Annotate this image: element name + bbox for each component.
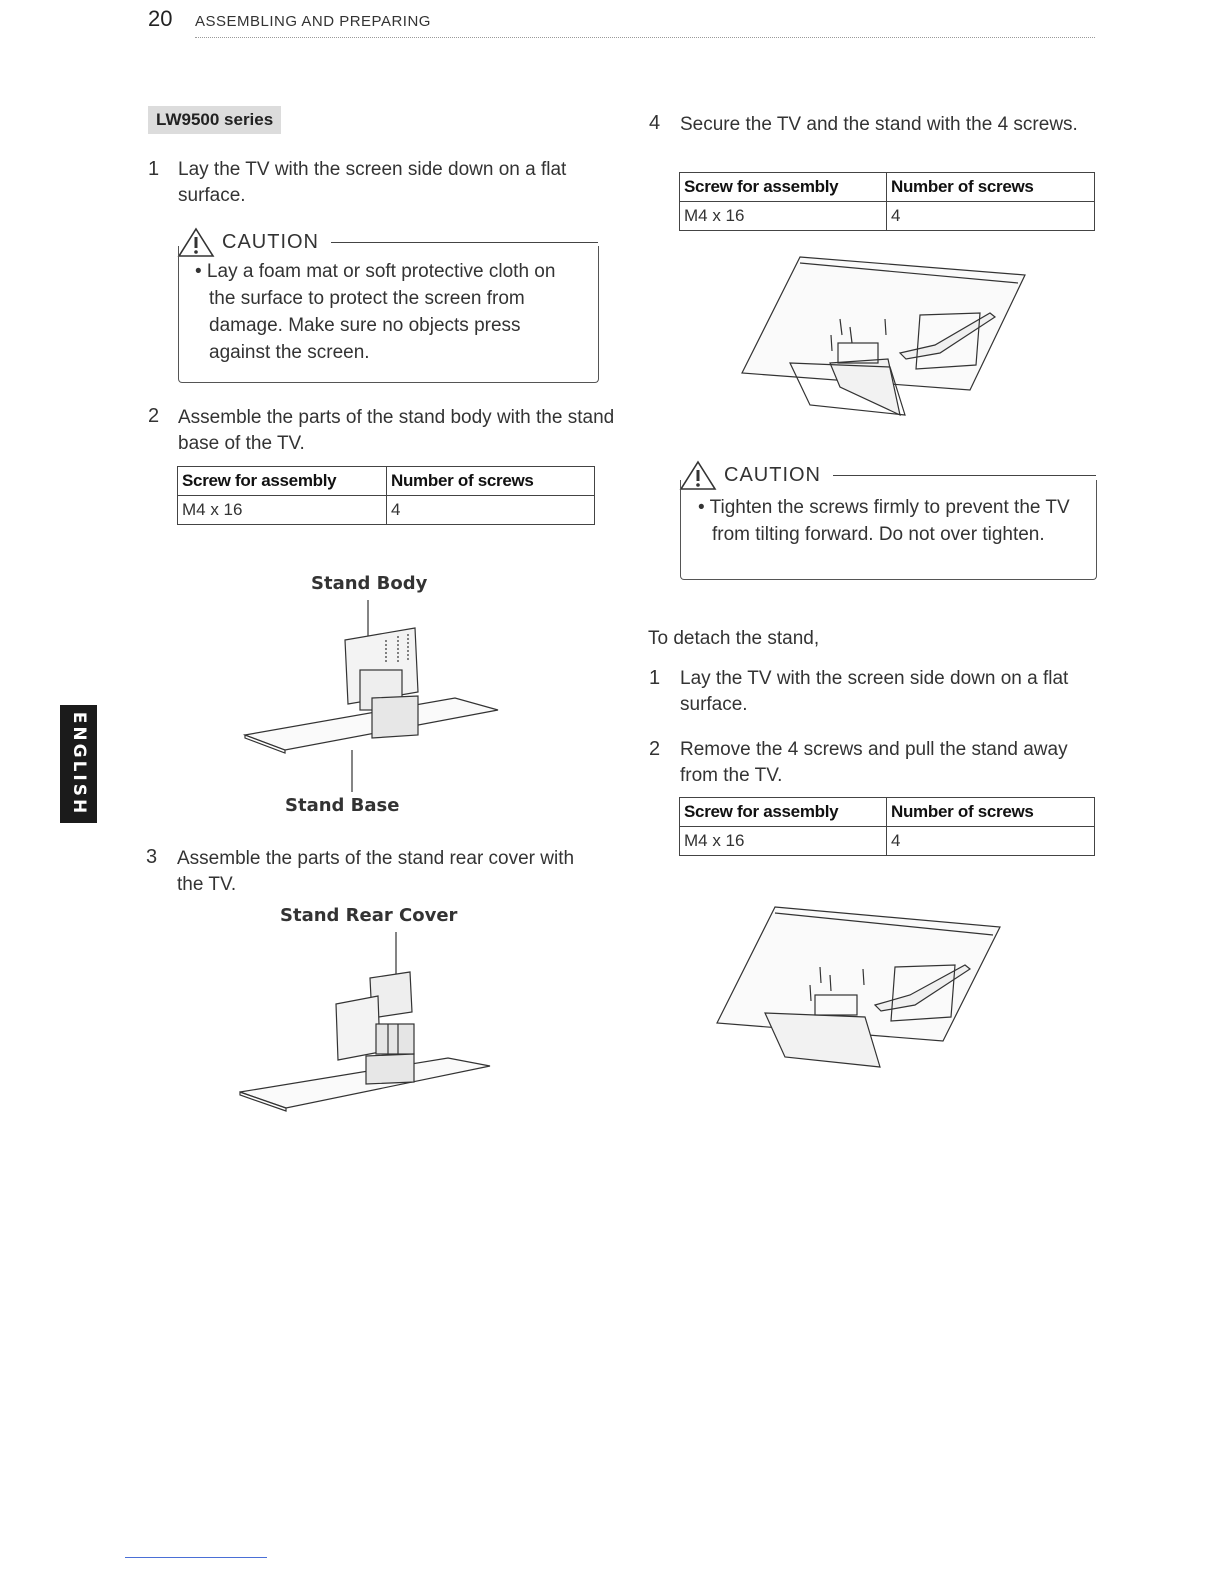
language-tab	[60, 705, 97, 823]
stand-assembly-illustration	[240, 600, 510, 800]
figure-label: Stand Base	[285, 795, 400, 816]
table-cell: 4	[387, 496, 595, 525]
page-number: 20	[148, 6, 173, 31]
table-header: Number of screws	[887, 173, 1095, 202]
caution-label: CAUTION	[222, 230, 319, 253]
table-header: Screw for assembly	[680, 173, 887, 202]
table-cell: 4	[887, 202, 1095, 231]
step-number: 1	[649, 667, 661, 689]
step-text: Lay the TV with the screen side down on a flat surface.	[680, 668, 1069, 715]
caution-rule	[331, 242, 598, 243]
header-divider	[195, 37, 1095, 38]
step-number: 3	[146, 846, 158, 868]
footer-rule	[125, 1557, 267, 1558]
caution-rule	[833, 475, 1096, 476]
table-header: Screw for assembly	[680, 798, 887, 827]
caution-text: • Lay a foam mat or soft protective cloth on the surface to protect the screen from damage. Make sure no objects press against the screen.	[195, 261, 556, 363]
table-header: Screw for assembly	[178, 467, 387, 496]
detach-intro: To detach the stand,	[648, 628, 820, 649]
step-number: 1	[148, 158, 160, 180]
step-text: Lay the TV with the screen side down on a flat surface.	[178, 159, 567, 206]
caution-text: • Tighten the screws firmly to prevent the TV from tilting forward. Do not over tighten.	[698, 497, 1070, 545]
tv-back-screw-illustration	[740, 255, 1030, 425]
step-text: Secure the TV and the stand with the 4 screws.	[680, 114, 1078, 135]
step-text: Assemble the parts of the stand body with the stand base of the TV.	[178, 407, 615, 454]
table-header: Number of screws	[887, 798, 1095, 827]
screw-table	[177, 466, 595, 525]
step-number: 4	[649, 112, 661, 134]
table-header: Number of screws	[387, 467, 595, 496]
section-title: ASSEMBLING AND PREPARING	[195, 13, 431, 30]
step-text: Remove the 4 screws and pull the stand away from the TV.	[680, 739, 1068, 786]
table-cell: M4 x 16	[178, 496, 387, 525]
tv-back-detach-illustration	[715, 905, 1005, 1075]
rear-cover-illustration	[238, 932, 498, 1114]
screw-table	[679, 172, 1095, 231]
table-cell: 4	[887, 827, 1095, 856]
caution-label: CAUTION	[724, 463, 821, 486]
caution-box	[178, 246, 599, 383]
step-text: Assemble the parts of the stand rear cover with the TV.	[177, 848, 575, 895]
screw-table	[679, 797, 1095, 856]
step-number: 2	[649, 738, 661, 760]
language-tab-label: ENGLISH	[68, 711, 89, 817]
figure-label: Stand Rear Cover	[280, 905, 458, 926]
table-cell: M4 x 16	[680, 827, 887, 856]
caution-box	[680, 480, 1097, 580]
figure-label: Stand Body	[311, 573, 428, 594]
step-number: 2	[148, 405, 160, 427]
series-label: LW9500 series	[148, 106, 281, 134]
table-cell: M4 x 16	[680, 202, 887, 231]
